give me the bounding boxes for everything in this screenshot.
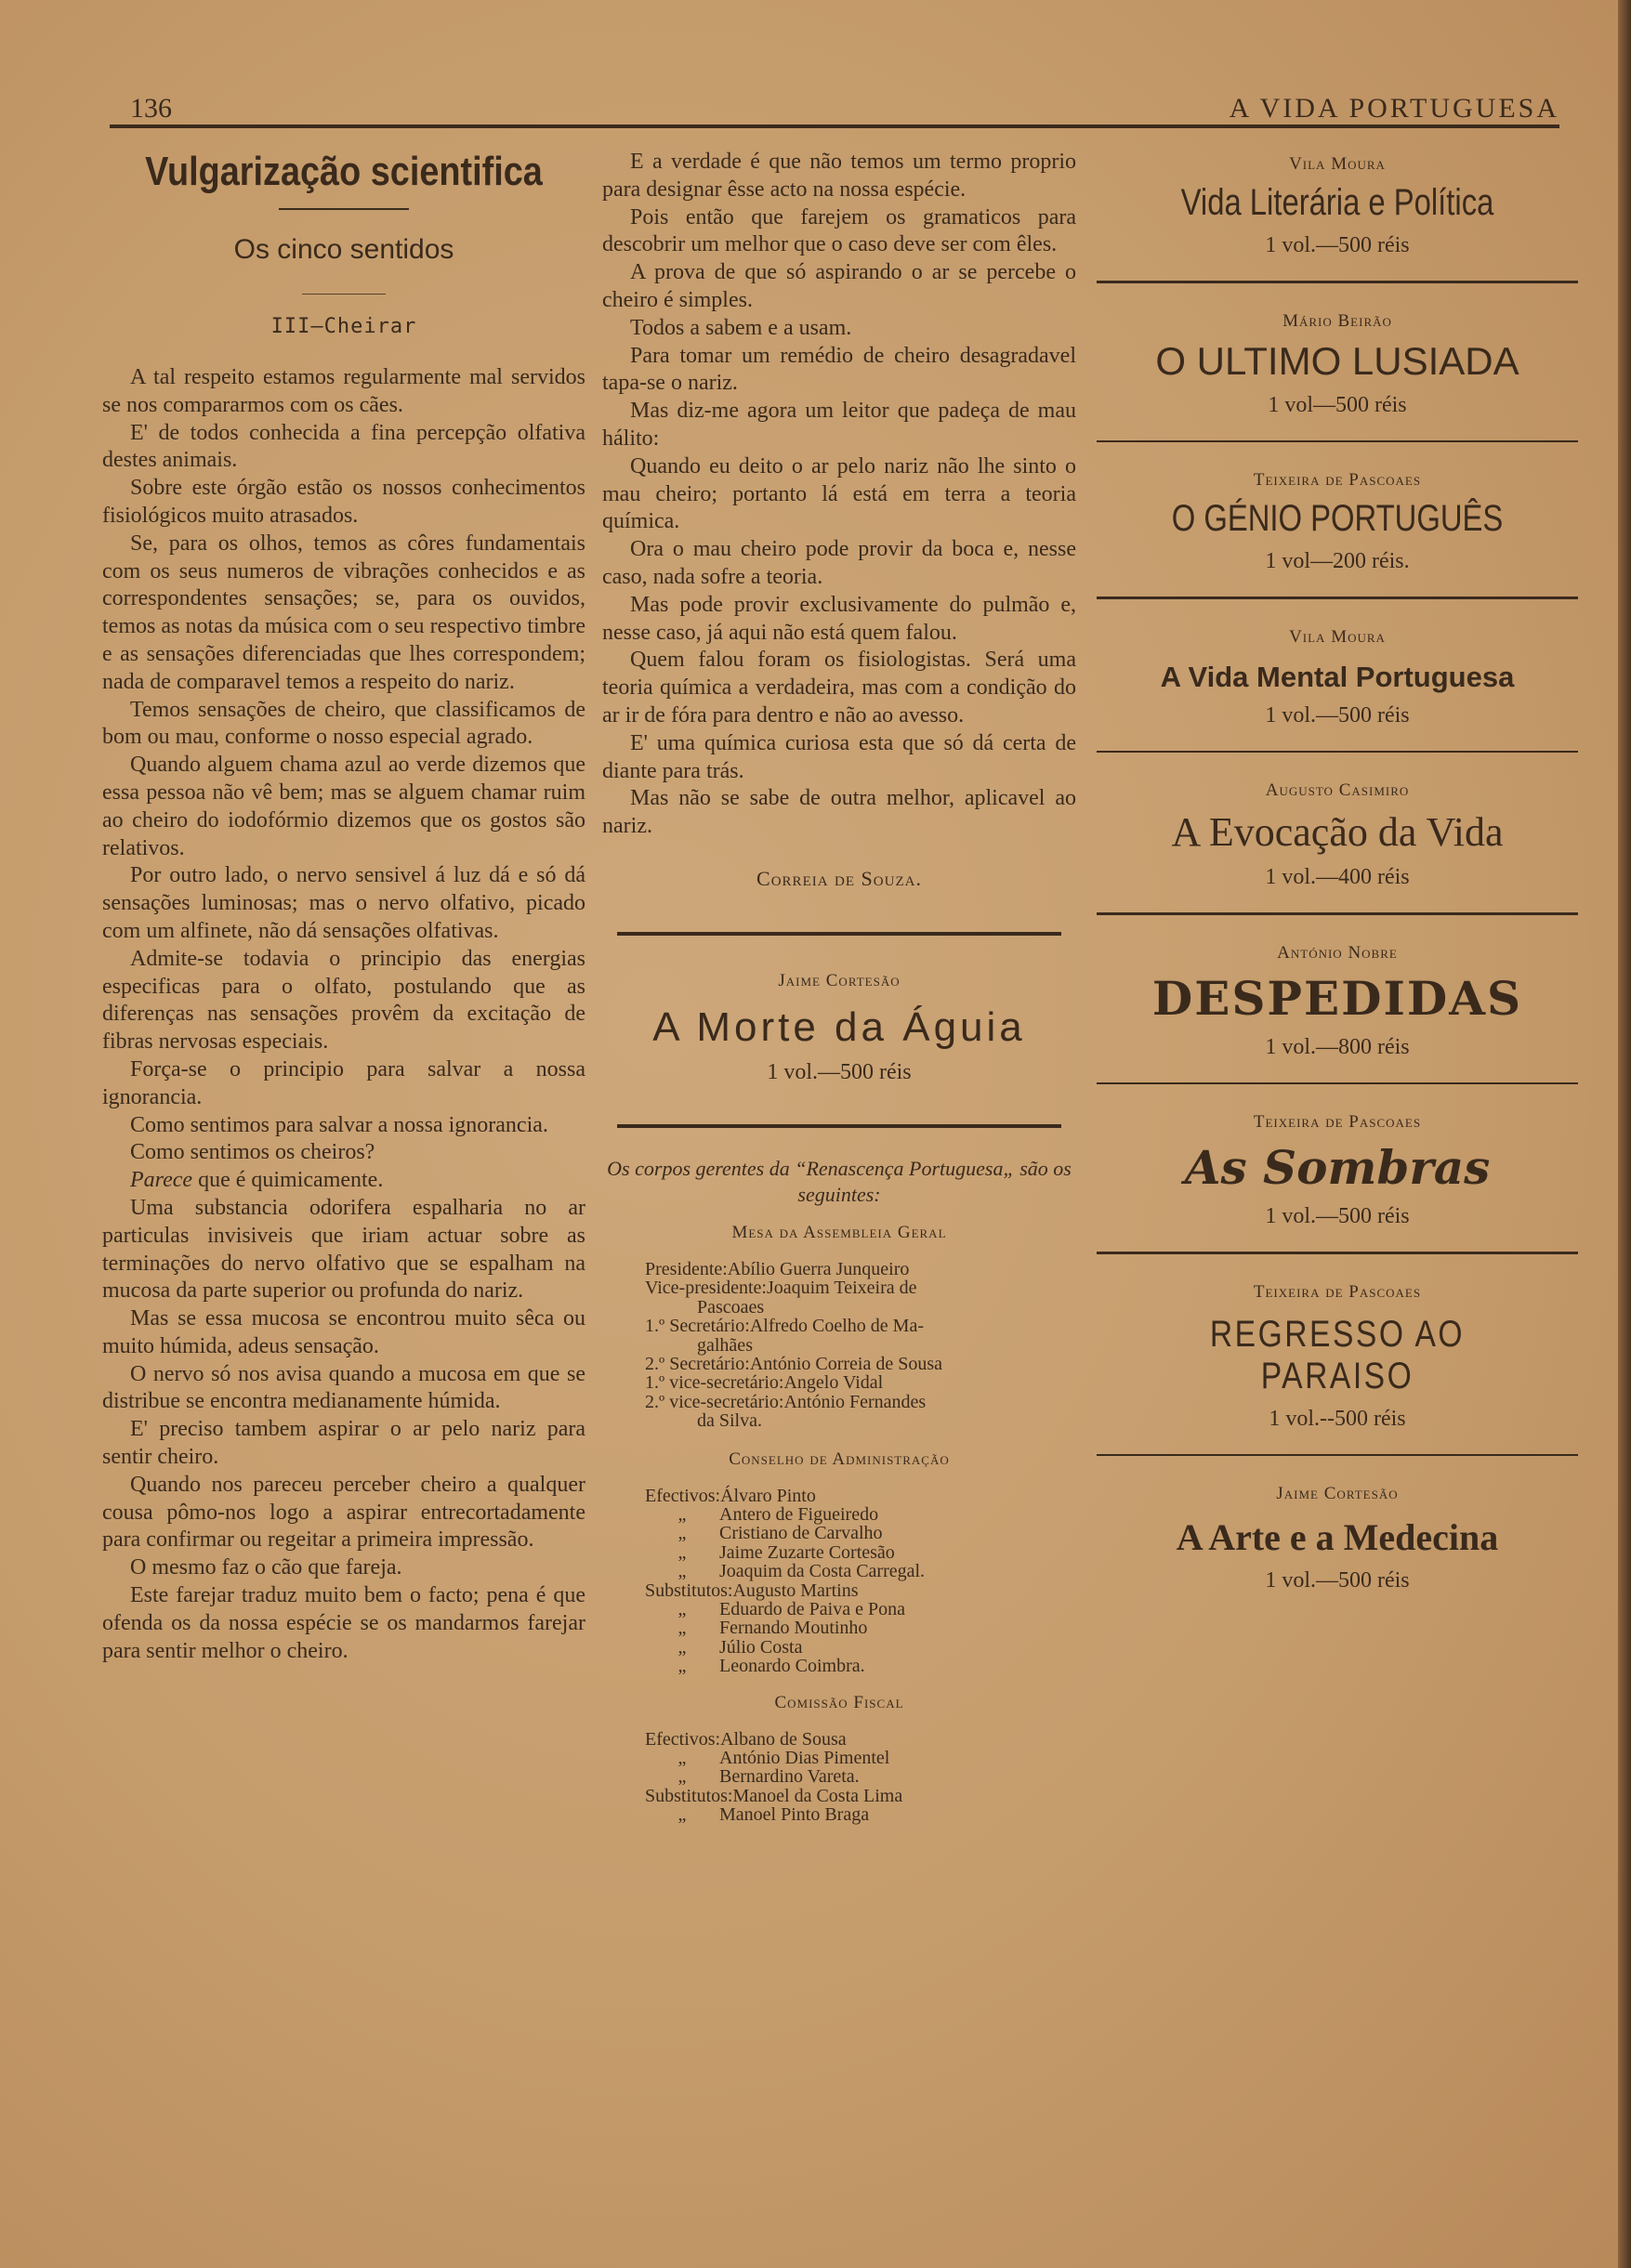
roster-label: Substitutos: — [645, 1580, 733, 1601]
roster-row — [645, 1805, 1076, 1824]
article-paragraph: Como sentimos os cheiros? — [130, 1140, 375, 1165]
ad-title: REGRESSO AO PARAISO — [1209, 1314, 1466, 1396]
roster-name: António Fernandes — [783, 1391, 927, 1412]
book-ad — [1097, 753, 1578, 912]
page-header — [110, 87, 1559, 128]
article-paragraph: Quando eu deito o ar pelo nariz não lhe sinto o mau cheiro; portanto lá está em terra a teoria química. — [602, 453, 1076, 534]
roster-name: Abílio Guerra Junqueiro — [727, 1258, 910, 1279]
roster-row — [645, 1730, 1076, 1749]
roster-label: „ — [677, 1503, 687, 1525]
ad-price: 1 vol.—400 réis — [1265, 865, 1410, 889]
roster-name: Fernando Moutinho — [719, 1618, 868, 1639]
roster-row — [645, 1355, 1076, 1373]
article-paragraph: E' preciso tambem aspirar o ar pelo nariz para sentir cheiro. — [102, 1417, 585, 1470]
ad-author: António Nobre — [1277, 943, 1398, 963]
article-paragraph: Quando alguem chama azul ao verde dizemos que essa pessoa não vê bem; mas se alguem chamar ruim ao cheiro do iodofórmio dizemos que os gostos são relativos. — [102, 753, 585, 860]
roster-name: Angelo Vidal — [783, 1372, 884, 1394]
article-paragraph: Sobre este órgão estão os nossos conhecimentos fisiológicos muito atrasados. — [102, 476, 585, 528]
roster-label: „ — [677, 1804, 687, 1826]
roster-row — [645, 1787, 1076, 1805]
section-heading: III—Cheirar — [270, 315, 417, 338]
article-paragraph: Quem falou foram os fisiologistas. Será uma teoria química a verdadeira, mas com a condição do ar ir de fóra para dentro e não ao avesso. — [602, 648, 1076, 728]
article-paragraph: Por outro lado, o nervo sensivel á luz dá e só dá sensações luminosas; mas o nervo olfativo, picado com um alfinete, não dá sensações olfativas. — [102, 863, 585, 943]
book-ad — [1097, 915, 1578, 1082]
ad-price: 1 vol.—500 réis — [1265, 703, 1410, 728]
book-ad — [1097, 442, 1578, 596]
article-paragraph: Como sentimos para salvar a nossa ignorancia. — [130, 1112, 548, 1137]
article-paragraph: A prova de que só aspirando o ar se percebe o cheiro é simples. — [602, 260, 1076, 312]
roster-row — [645, 1619, 1076, 1637]
article-paragraph: Pois então que farejem os gramaticos para descobrir um melhor que o caso deve ser com êles. — [602, 204, 1076, 257]
book-ad — [1097, 599, 1578, 751]
header-rule — [110, 125, 1559, 128]
roster-label: „ — [677, 1636, 687, 1658]
article-paragraph: E a verdade é que não temos um termo proprio para designar êsse acto na nossa espécie. — [602, 150, 1076, 202]
roster-label: Presidente: — [645, 1258, 728, 1279]
article-paragraph: Temos sensações de cheiro, que classificamos de bom ou mau, conforme o nosso especial agrado. — [102, 697, 585, 750]
roster-row — [645, 1317, 1076, 1335]
article-paragraph: Admite-se todavia o principio das energias especificas para o olfato, postulando que as diferenças nas sensações provêm da excitação de fibras nervosas especiais. — [102, 946, 585, 1055]
roster-row — [645, 1298, 1076, 1317]
roster-label: „ — [677, 1766, 687, 1788]
renascenca-intro: Os corpos gerentes da “Renascença Portuguesa„ são os seguintes: — [607, 1156, 1072, 1206]
article-paragraph: O nervo só nos avisa quando a mucosa em que se distribue se encontra medianamente húmida. — [102, 1361, 585, 1414]
roster-name: António Correia de Sousa — [749, 1353, 943, 1374]
roster-name: Eduardo de Paiva e Pona — [719, 1599, 905, 1620]
ad-author: Teixeira de Pascoaes — [1253, 1112, 1422, 1132]
roster-row — [645, 1767, 1076, 1786]
mesa-roster — [645, 1260, 1076, 1431]
ad-price: 1 vol.—500 réis — [1265, 1568, 1410, 1593]
conselho-heading: Conselho de Administração — [729, 1449, 950, 1469]
roster-row — [645, 1505, 1076, 1524]
fiscal-roster — [645, 1730, 1076, 1825]
middle-divider-bottom — [617, 1124, 1061, 1128]
article-column-left — [102, 149, 585, 1665]
ad-author: Mário Beirão — [1282, 311, 1392, 331]
ad-author: Teixeira de Pascoaes — [1253, 470, 1422, 490]
article-paragraph: Se, para os olhos, temos as côres fundamentais com os seus numeros de vibrações conhecidos e as correspondentes sensações; se, para os ouvidos, temos as notas da música com o seu respectivo timbre e as sensações diferenciadas que lhes correspondem; nada de comparavel temos a respeito do nariz. — [102, 531, 585, 694]
ads-column — [1097, 154, 1578, 1616]
roster-label: 2.º vice-secretário: — [645, 1391, 784, 1412]
ad-title: As Sombras — [1184, 1140, 1491, 1195]
roster-label: „ — [677, 1523, 687, 1544]
article-column-middle — [602, 149, 1076, 1825]
ad-price: 1 vol.—500 réis — [1265, 233, 1410, 257]
ad-author: Vila Moura — [1289, 154, 1386, 174]
article-paragraph: Uma substancia odorifera espalharia no ar particulas invisiveis que iriam actuar sobre as terminações do nervo olfativo que se espalham na mucosa da parte superior ou profunda do nariz. — [102, 1195, 585, 1304]
ad-title: A Evocação da Vida — [1171, 809, 1504, 855]
roster-row — [645, 1336, 1076, 1355]
roster-label: „ — [677, 1541, 687, 1563]
roster-row — [645, 1260, 1076, 1278]
roster-name: Antero de Figueiredo — [719, 1503, 879, 1525]
book-ad — [1097, 283, 1578, 440]
ad-title: O ULTIMO LUSIADA — [1155, 339, 1519, 383]
roster-name: galhães — [697, 1334, 753, 1356]
ad-author: Teixeira de Pascoaes — [1253, 1282, 1422, 1302]
article-paragraph: Mas não se sabe de outra melhor, aplicavel ao nariz. — [602, 786, 1076, 839]
article-paragraph: Para tomar um remédio de cheiro desagradavel tapa-se o nariz. — [602, 343, 1076, 396]
roster-label: „ — [677, 1656, 687, 1677]
roster-row — [645, 1638, 1076, 1657]
ad-price: 1 vol.—800 réis — [1265, 1035, 1410, 1059]
roster-row — [645, 1562, 1076, 1580]
roster-label: „ — [677, 1748, 687, 1769]
ad-author: Vila Moura — [1289, 627, 1386, 647]
ad-price: 1 vol.--500 réis — [1269, 1407, 1406, 1431]
page-number: 136 — [130, 93, 172, 124]
book-ad — [1097, 1254, 1578, 1454]
roster-label: Efectivos: — [645, 1485, 721, 1506]
roster-row — [645, 1411, 1076, 1430]
running-title: A VIDA PORTUGUESA — [1229, 93, 1559, 124]
article-paragraph: Força-se o principio para salvar a nossa ignorancia. — [102, 1056, 585, 1109]
roster-label: 1.º vice-secretário: — [645, 1372, 784, 1394]
roster-name: Pascoaes — [697, 1296, 765, 1318]
book-ad — [1097, 1456, 1578, 1616]
article-paragraph: Parece que é quimicamente. — [130, 1168, 384, 1193]
roster-name: Bernardino Vareta. — [719, 1766, 860, 1788]
ad-title: DESPEDIDAS — [1151, 971, 1523, 1026]
roster-label: „ — [677, 1618, 687, 1639]
ad-title: A Morte da Águia — [652, 1003, 1026, 1050]
article-paragraph: Quando nos pareceu perceber cheiro a qualquer cousa pômo-nos logo a aspirar entrecortadamente para confirmar ou regeitar a primeira impressão. — [102, 1472, 585, 1553]
roster-label: Substitutos: — [645, 1785, 733, 1806]
roster-label: 2.º Secretário: — [645, 1353, 750, 1374]
ad-title: Vida Literária e Política — [1180, 182, 1494, 223]
ad-author: Jaime Cortesão — [1276, 1484, 1399, 1503]
article-paragraph: Ora o mau cheiro pode provir da boca e, nesse caso, nada sofre a teoria. — [602, 537, 1076, 589]
roster-label: Efectivos: — [645, 1728, 721, 1750]
conselho-roster — [645, 1487, 1076, 1676]
roster-name: Álvaro Pinto — [720, 1485, 816, 1506]
title-divider — [279, 208, 409, 210]
article-paragraph: Todos a sabem e a usam. — [630, 315, 852, 340]
article-body-left — [102, 364, 585, 1665]
roster-row — [645, 1657, 1076, 1675]
roster-name: Leonardo Coimbra. — [719, 1656, 865, 1677]
roster-row — [645, 1278, 1076, 1297]
roster-name: Júlio Costa — [719, 1636, 803, 1658]
subtitle-divider — [302, 294, 386, 295]
ad-author: Jaime Cortesão — [778, 970, 901, 990]
page-edge-shadow — [1618, 0, 1631, 2268]
roster-name: António Dias Pimentel — [719, 1748, 890, 1769]
book-ad — [1097, 1084, 1578, 1252]
ad-title: A Arte e a Medecina — [1176, 1516, 1499, 1558]
ad-title: A Vida Mental Portuguesa — [1160, 661, 1515, 693]
ad-author: Augusto Casimiro — [1265, 780, 1410, 800]
mesa-heading: Mesa da Assembleia Geral — [731, 1222, 947, 1242]
roster-row — [645, 1373, 1076, 1392]
ad-price: 1 vol—200 réis. — [1265, 549, 1410, 573]
article-body-middle — [602, 149, 1076, 841]
article-signature: Correia de Souza. — [756, 866, 922, 890]
roster-label: 1.º Secretário: — [645, 1316, 750, 1337]
article-paragraph: A tal respeito estamos regularmente mal servidos se nos compararmos com os cães. — [102, 365, 585, 417]
roster-row — [645, 1487, 1076, 1505]
roster-name: Joaquim da Costa Carregal. — [719, 1561, 926, 1582]
book-ad — [1097, 154, 1578, 281]
roster-name: Alfredo Coelho de Ma- — [749, 1316, 924, 1337]
roster-label: Vice-presidente: — [645, 1278, 767, 1299]
roster-name: Joaquim Teixeira de — [766, 1278, 917, 1299]
roster-name: Manoel da Costa Lima — [732, 1785, 903, 1806]
roster-row — [645, 1393, 1076, 1411]
article-title: Vulgarização scientifica — [145, 149, 543, 194]
article-paragraph: Este farejar traduz muito bem o facto; pena é que ofenda os da nossa espécie se os mandarmos farejar para sentir melhor o cheiro. — [102, 1583, 585, 1663]
article-subtitle: Os cinco sentidos — [233, 234, 454, 265]
roster-label: „ — [677, 1599, 687, 1620]
roster-name: Albano de Sousa — [720, 1728, 847, 1750]
roster-row — [645, 1524, 1076, 1542]
article-paragraph: Mas diz-me agora um leitor que padeça de mau hálito: — [602, 399, 1076, 451]
roster-name: Manoel Pinto Braga — [719, 1804, 870, 1826]
roster-label: „ — [677, 1561, 687, 1582]
article-paragraph: O mesmo faz o cão que fareja. — [130, 1555, 402, 1580]
roster-row — [645, 1543, 1076, 1562]
article-paragraph: Mas pode provir exclusivamente do pulmão e, nesse caso, já aqui não está quem falou. — [602, 592, 1076, 645]
roster-row — [645, 1749, 1076, 1767]
article-paragraph: E' de todos conhecida a fina percepção olfativa destes animais. — [102, 420, 585, 473]
ad-title: O GÉNIO PORTUGUÊS — [1171, 498, 1504, 539]
article-paragraph: E' uma química curiosa esta que só dá certa de diante para trás. — [602, 730, 1076, 783]
middle-divider-top — [617, 932, 1061, 936]
roster-name: da Silva. — [697, 1410, 762, 1432]
roster-row — [645, 1581, 1076, 1600]
ad-price: 1 vol.—500 réis — [1265, 1204, 1410, 1228]
roster-name: Jaime Zuzarte Cortesão — [719, 1541, 895, 1563]
roster-row — [645, 1600, 1076, 1619]
fiscal-heading: Comissão Fiscal — [774, 1692, 904, 1712]
ad-price: 1 vol.—500 réis — [767, 1059, 912, 1084]
roster-name: Augusto Martins — [732, 1580, 859, 1601]
ad-price: 1 vol—500 réis — [1268, 393, 1407, 417]
roster-name: Cristiano de Carvalho — [719, 1523, 883, 1544]
article-paragraph: Mas se essa mucosa se encontrou muito sêca ou muito húmida, adeus sensação. — [102, 1306, 585, 1358]
